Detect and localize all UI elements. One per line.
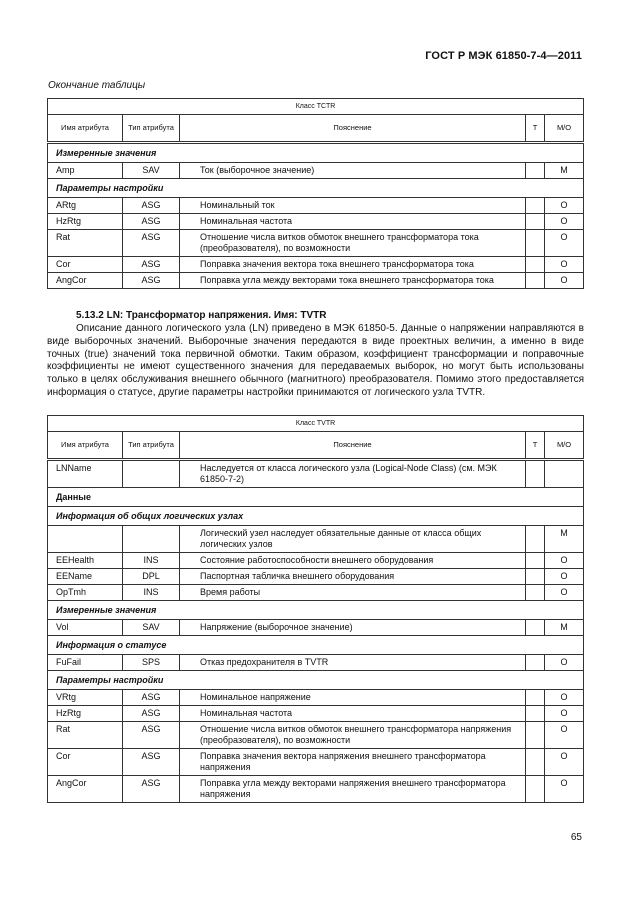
attribute-type: ASG [123, 273, 180, 289]
table-row [48, 655, 584, 671]
attribute-mo: O [545, 749, 584, 776]
attribute-description: Номинальное напряжение [180, 690, 526, 706]
col-mo: M/O [545, 115, 584, 143]
table-row [48, 620, 584, 636]
attribute-description: Ток (выборочное значение) [180, 163, 526, 179]
table-row [48, 230, 584, 257]
col-t: T [526, 115, 545, 143]
attribute-description: Номинальный ток [180, 198, 526, 214]
attribute-description: Паспортная табличка внешнего оборудования [180, 569, 526, 585]
attribute-t [526, 553, 545, 569]
attribute-type [123, 526, 180, 553]
attribute-t [526, 690, 545, 706]
attribute-description: Отношение числа витков обмоток внешнего трансформатора напряжения (преобразователя), по возможности [180, 722, 526, 749]
attribute-mo: O [545, 569, 584, 585]
table-row [48, 163, 584, 179]
attribute-name: EEHealth [48, 553, 123, 569]
attribute-mo [545, 460, 584, 488]
attribute-type: SAV [123, 620, 180, 636]
t2-sec-status-group [48, 636, 584, 655]
attribute-mo: O [545, 214, 584, 230]
col-mo: M/O [545, 432, 584, 460]
section-heading: 5.13.2 LN: Трансформатор напряжения. Имя: TVTR [76, 310, 327, 321]
table-row [48, 749, 584, 776]
attribute-t [526, 526, 545, 553]
attribute-description: Логический узел наследует обязательные данные от класса общих логических узлов [180, 526, 526, 553]
col-description: Пояснение [180, 115, 526, 143]
attribute-name: EEName [48, 569, 123, 585]
t1-sec-measured-group [48, 143, 584, 163]
table-row [48, 273, 584, 289]
attribute-mo: O [545, 706, 584, 722]
table-row [48, 553, 584, 569]
t2-sec-measured-group [48, 601, 584, 620]
t2-settings-rows [48, 690, 584, 803]
attribute-mo: O [545, 553, 584, 569]
col-attribute-name: Имя атрибута [48, 115, 123, 143]
attribute-t [526, 460, 545, 488]
table-row [48, 722, 584, 749]
attribute-t [526, 214, 545, 230]
attribute-type: ASG [123, 706, 180, 722]
attribute-name: Amp [48, 163, 123, 179]
t2-measured-rows [48, 620, 584, 636]
attribute-type: INS [123, 585, 180, 601]
attribute-mo: O [545, 585, 584, 601]
attribute-name: ARtg [48, 198, 123, 214]
attribute-description: Поправка значения вектора напряжения внешнего трансформатора напряжения [180, 749, 526, 776]
attribute-name: OpTmh [48, 585, 123, 601]
attribute-mo: O [545, 722, 584, 749]
attribute-description: Поправка значения вектора тока внешнего трансформатора тока [180, 257, 526, 273]
attribute-mo: M [545, 620, 584, 636]
attribute-type: ASG [123, 214, 180, 230]
attribute-name: LNName [48, 460, 123, 488]
tvtr-class-table [47, 415, 584, 803]
attribute-description: Поправка угла между векторами напряжения внешнего трансформатора напряжения [180, 776, 526, 803]
attribute-mo: O [545, 655, 584, 671]
attribute-mo: M [545, 163, 584, 179]
col-description: Пояснение [180, 432, 526, 460]
table-row [48, 526, 584, 553]
section-common-ln-info: Информация об общих логических узлах [48, 507, 584, 526]
t2-sec-settings-group [48, 671, 584, 690]
attribute-t [526, 749, 545, 776]
section-measured-values: Измеренные значения [48, 143, 584, 163]
attribute-type: SPS [123, 655, 180, 671]
attribute-t [526, 569, 545, 585]
table-row [48, 460, 584, 488]
class-title: Класс TVTR [48, 416, 584, 432]
attribute-name: Cor [48, 257, 123, 273]
attribute-type: ASG [123, 230, 180, 257]
attribute-type: ASG [123, 722, 180, 749]
t2-lnname-group [48, 460, 584, 526]
attribute-description: Отношение числа витков обмоток внешнего трансформатора тока (преобразователя), по возможности [180, 230, 526, 257]
attribute-type: ASG [123, 776, 180, 803]
attribute-mo: O [545, 690, 584, 706]
attribute-name: AngCor [48, 776, 123, 803]
attribute-type: DPL [123, 569, 180, 585]
t2-status-rows [48, 655, 584, 671]
attribute-name: HzRtg [48, 214, 123, 230]
table-row [48, 257, 584, 273]
attribute-t [526, 230, 545, 257]
t2-common-rows [48, 526, 584, 601]
attribute-type: ASG [123, 257, 180, 273]
table-continuation-label: Окончание таблицы [48, 80, 146, 91]
table-row [48, 569, 584, 585]
table-row [48, 690, 584, 706]
attribute-mo: O [545, 273, 584, 289]
attribute-name: VRtg [48, 690, 123, 706]
attribute-t [526, 273, 545, 289]
col-attribute-name: Имя атрибута [48, 432, 123, 460]
attribute-type: SAV [123, 163, 180, 179]
t1-measured-rows [48, 163, 584, 179]
attribute-type: ASG [123, 198, 180, 214]
attribute-mo: O [545, 198, 584, 214]
document-header: ГОСТ Р МЭК 61850-7-4—2011 [425, 50, 582, 62]
section-data: Данные [48, 488, 584, 507]
col-t: T [526, 432, 545, 460]
attribute-type: INS [123, 553, 180, 569]
attribute-type: ASG [123, 690, 180, 706]
tctr-class-table [47, 98, 584, 289]
attribute-description: Наследуется от класса логического узла (Logical-Node Class) (см. МЭК 61850-7-2) [180, 460, 526, 488]
attribute-name: Rat [48, 230, 123, 257]
attribute-description: Время работы [180, 585, 526, 601]
attribute-mo: O [545, 257, 584, 273]
section-paragraph: Описание данного логического узла (LN) приведено в МЭК 61850-5. Данные о напряжении направляются в виде выборочных значений. Выборочные значения передаются в виде проектных величин, а именно в виде точных (true) значений тока первичной обмотки. Таким образом, коэффициент трансформации и поправочные коэффициенты не имеют существенного значения для передаваемых выборок, но могут быть использованы только в целях обслуживания внешнего обычного (магнитного) преобразователя. Помимо этого предоставляется информация о статусе, другие параметры настройки принимаются от логического узла TVTR. [47, 323, 584, 398]
section-settings: Параметры настройки [48, 671, 584, 690]
section-status-info: Информация о статусе [48, 636, 584, 655]
attribute-name: AngCor [48, 273, 123, 289]
attribute-mo: O [545, 776, 584, 803]
table-row [48, 585, 584, 601]
attribute-description: Состояние работоспособности внешнего оборудования [180, 553, 526, 569]
attribute-t [526, 655, 545, 671]
attribute-t [526, 776, 545, 803]
attribute-type: ASG [123, 749, 180, 776]
table-row [48, 776, 584, 803]
attribute-mo: M [545, 526, 584, 553]
class-title: Класс TCTR [48, 99, 584, 115]
t1-settings-rows [48, 198, 584, 289]
t1-sec-settings-group [48, 179, 584, 198]
col-attribute-type: Тип атрибута [123, 115, 180, 143]
attribute-t [526, 585, 545, 601]
attribute-description: Поправка угла между векторами тока внешнего трансформатора тока [180, 273, 526, 289]
attribute-name: HzRtg [48, 706, 123, 722]
table-row [48, 198, 584, 214]
section-settings: Параметры настройки [48, 179, 584, 198]
attribute-t [526, 163, 545, 179]
attribute-t [526, 620, 545, 636]
attribute-name: FuFail [48, 655, 123, 671]
attribute-description: Номинальная частота [180, 706, 526, 722]
attribute-t [526, 198, 545, 214]
attribute-name: Rat [48, 722, 123, 749]
attribute-t [526, 722, 545, 749]
attribute-t [526, 706, 545, 722]
attribute-mo: O [545, 230, 584, 257]
table-row [48, 706, 584, 722]
attribute-name: Cor [48, 749, 123, 776]
attribute-t [526, 257, 545, 273]
attribute-description: Номинальная частота [180, 214, 526, 230]
col-attribute-type: Тип атрибута [123, 432, 180, 460]
section-measured-values: Измеренные значения [48, 601, 584, 620]
attribute-name [48, 526, 123, 553]
table-row [48, 214, 584, 230]
attribute-description: Напряжение (выборочное значение) [180, 620, 526, 636]
attribute-name: Vol [48, 620, 123, 636]
page-number: 65 [570, 832, 582, 843]
attribute-description: Отказ предохранителя в TVTR [180, 655, 526, 671]
attribute-type [123, 460, 180, 488]
